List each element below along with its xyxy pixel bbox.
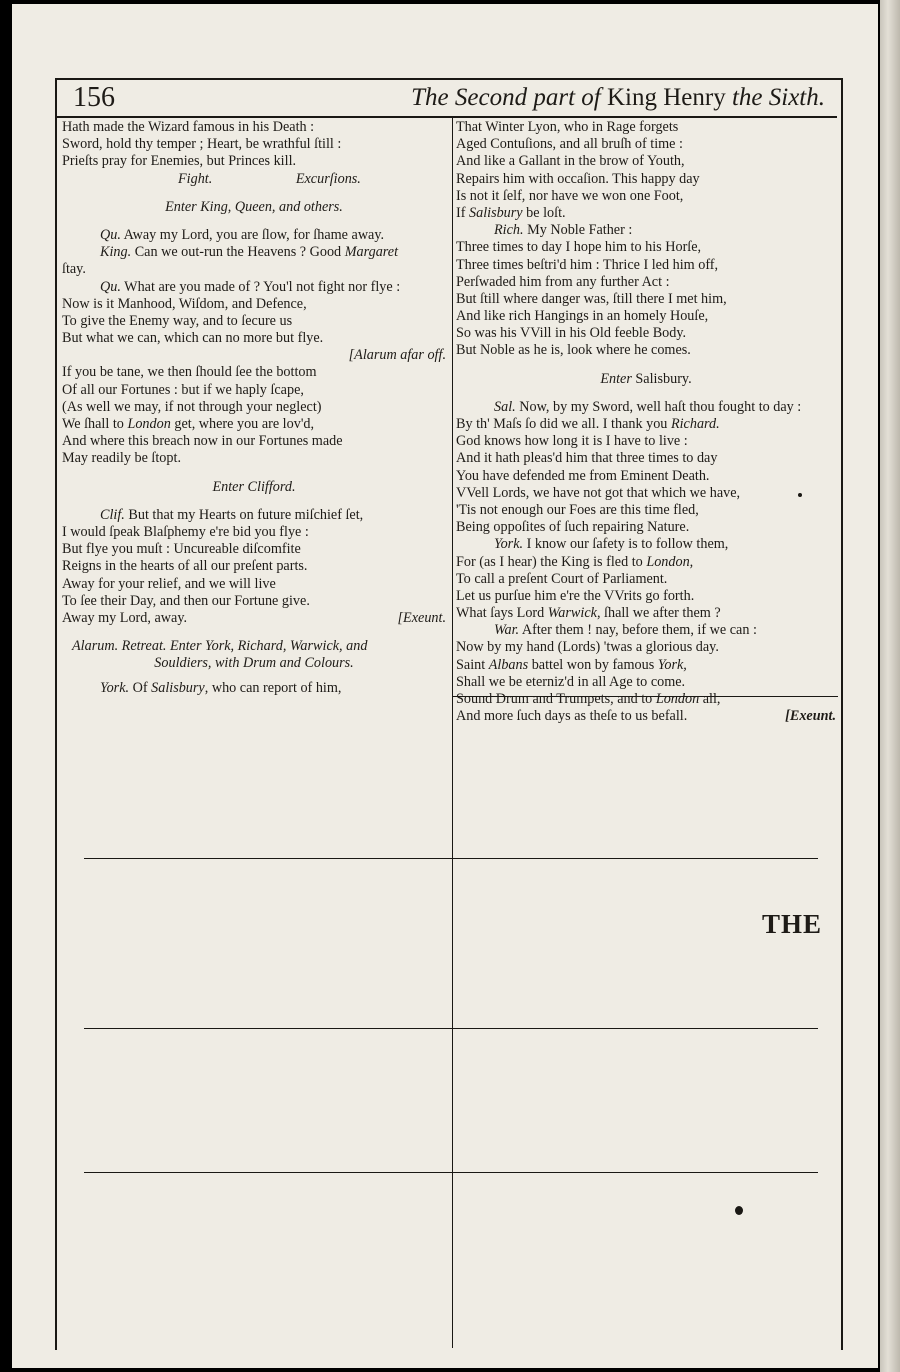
verse-line: Perſwaded him from any further Act : — [456, 273, 670, 290]
verse-line: And more ſuch days as theſe to us befall. [Exeunt. — [456, 708, 836, 725]
stage-direction: Fight. Excurſions. — [178, 170, 361, 187]
verse-line: To call a preſent Court of Parliament. — [456, 570, 668, 587]
speech-line: King. Can we out-run the Heavens ? Good Margaret — [100, 244, 399, 261]
adjacent-page-edge — [880, 0, 900, 1372]
running-title: The Second part of King Henry the Sixth. — [411, 84, 825, 111]
speaker-name: York. — [100, 680, 130, 697]
verse-line: And like rich Hangings in an homely Houſe, — [456, 308, 709, 325]
right-column — [456, 119, 836, 725]
verse-line: Now is it Manhood, Wiſdom, and Defence, — [62, 295, 307, 312]
speech-line: War. After them ! nay, before them, if we can : — [494, 622, 757, 639]
verse-line: To ſee their Day, and then our Fortune give. — [62, 592, 310, 609]
stage-direction: Enter Salisbury. — [600, 370, 692, 387]
stage-direction: Souldiers, with Drum and Colours. — [154, 655, 354, 672]
verse-line: Sword, hold thy temper ; Heart, be wrathful ſtill : — [62, 136, 342, 153]
page-number: 156 — [73, 82, 115, 113]
blank-rule-2 — [84, 1028, 818, 1029]
verse-line: Away my Lord, away. [Exeunt. — [62, 609, 446, 626]
verse-line: Of all our Fortunes : but if we haply ſcape, — [62, 381, 304, 398]
verse-line: Aged Contuſions, and all bruſh of time : — [456, 136, 683, 153]
verse-line: Shall we be eterniz'd in all Age to come. — [456, 673, 686, 690]
verse-line: And where this breach now in our Fortunes made — [62, 433, 343, 450]
verse-line: Let us purſue him e're the VVrits go forth. — [456, 587, 695, 604]
speech-line: Qu. Away my Lord, you are ſlow, for ſhame away. — [100, 226, 385, 243]
stage-direction: [Exeunt. — [785, 708, 836, 725]
verse-line: And it hath pleas'd him that three times to day — [456, 450, 718, 467]
speech-line: Sal. Now, by my Sword, well haſt thou fought to day : — [494, 398, 802, 415]
verse-line: Saint Albans battel won by famous York, — [456, 656, 687, 673]
speaker-name: Clif. — [100, 506, 125, 523]
catchword: THE — [762, 909, 823, 939]
verse-line: 'Tis not enough our Foes are this time fled, — [456, 501, 699, 518]
ink-blot — [798, 493, 802, 497]
verse-line: Three times beſtri'd him : Thrice I led him off, — [456, 256, 719, 273]
speaker-name: Rich. — [494, 222, 524, 239]
verse-line: But flye you muſt : Uncureable diſcomfite — [62, 541, 301, 558]
verse-line: God knows how long it is I have to live : — [456, 433, 688, 450]
speaker-name: York. — [494, 536, 524, 553]
left-column — [62, 119, 446, 698]
verse-line: You have defended me from Eminent Death. — [456, 467, 710, 484]
stage-direction: Enter King, Queen, and others. — [165, 198, 343, 215]
speaker-name: War. — [494, 622, 520, 639]
verse-line: If you be tane, we then ſhould ſee the bottom — [62, 364, 317, 381]
speech-line: Rich. My Noble Father : — [494, 222, 633, 239]
verse-line: For (as I hear) the King is fled to London, — [456, 553, 694, 570]
ink-blot — [735, 1206, 743, 1215]
blank-rule-3 — [84, 1172, 818, 1173]
verse-line: But Noble as he is, look where he comes. — [456, 342, 691, 359]
verse-line: Reigns in the hearts of all our preſent parts. — [62, 558, 308, 575]
verse-line: Three times to day I hope him to his Horſe, — [456, 239, 702, 256]
verse-line: Away for your relief, and we will live — [62, 575, 276, 592]
speech-line: York. I know our ſafety is to follow them, — [494, 536, 729, 553]
stage-direction: [Exeunt. — [397, 609, 446, 626]
speaker-name: Sal. — [494, 398, 516, 415]
verse-line: And like a Gallant in the brow of Youth, — [456, 153, 685, 170]
verse-line: Sound Drum and Trumpets, and to London all, — [456, 691, 721, 707]
verse-line: Now by my hand (Lords) 'twas a glorious day. — [456, 639, 719, 656]
speech-line: York. Of Salisbury, who can report of him, — [100, 680, 342, 697]
verse-line: Repairs him with occaſion. This happy day — [456, 170, 700, 187]
stage-direction: [Alarum afar off. — [348, 347, 446, 364]
column-divider — [452, 116, 453, 1348]
verse-line: So was his VVill in his Old feeble Body. — [456, 325, 687, 342]
verse-line: To give the Enemy way, and to ſecure us — [62, 312, 293, 329]
speaker-name: Qu. — [100, 278, 121, 295]
blank-rule-1 — [84, 858, 818, 859]
verse-line: But what we can, which can no more but flye. — [62, 330, 324, 347]
verse-line: Prieſts pray for Enemies, but Princes kill. — [62, 153, 297, 170]
speaker-name: King. — [100, 244, 132, 261]
speech-line: Qu. What are you made of ? You'l not fight nor flye : — [100, 278, 401, 295]
stage-direction: Enter Clifford. — [212, 478, 296, 495]
verse-line: VVell Lords, we have not got that which we have, — [456, 484, 741, 501]
speaker-name: Qu. — [100, 226, 121, 243]
verse-line: Is not it ſelf, nor have we won one Foot, — [456, 187, 684, 204]
verse-line: Hath made the Wizard famous in his Death : — [62, 119, 315, 135]
verse-line: ſtay. — [62, 261, 86, 278]
verse-line: What ſays Lord Warwick, ſhall we after them ? — [456, 605, 721, 622]
verse-line: I would ſpeak Blaſphemy e're bid you flye : — [62, 523, 309, 540]
speech-line: Clif. But that my Hearts on future miſchief ſet, — [100, 506, 364, 523]
verse-line: We ſhall to London get, where you are lov'd, — [62, 416, 315, 432]
verse-line: If Salisbury be loſt. — [456, 204, 566, 221]
verse-line: May readily be ſtopt. — [62, 450, 181, 467]
page-header — [57, 82, 837, 118]
verse-line: (As well we may, if not through your neglect) — [62, 398, 322, 415]
verse-line: Being oppoſites of ſuch repairing Nature. — [456, 519, 690, 536]
verse-line: But ſtill where danger was, ſtill there I met him, — [456, 290, 727, 307]
stage-direction: Alarum. Retreat. Enter York, Richard, Warwick, and — [72, 638, 368, 655]
verse-line: That Winter Lyon, who in Rage forgets — [456, 119, 679, 135]
verse-line: By th' Maſs ſo did we all. I thank you Richard. — [456, 416, 720, 432]
